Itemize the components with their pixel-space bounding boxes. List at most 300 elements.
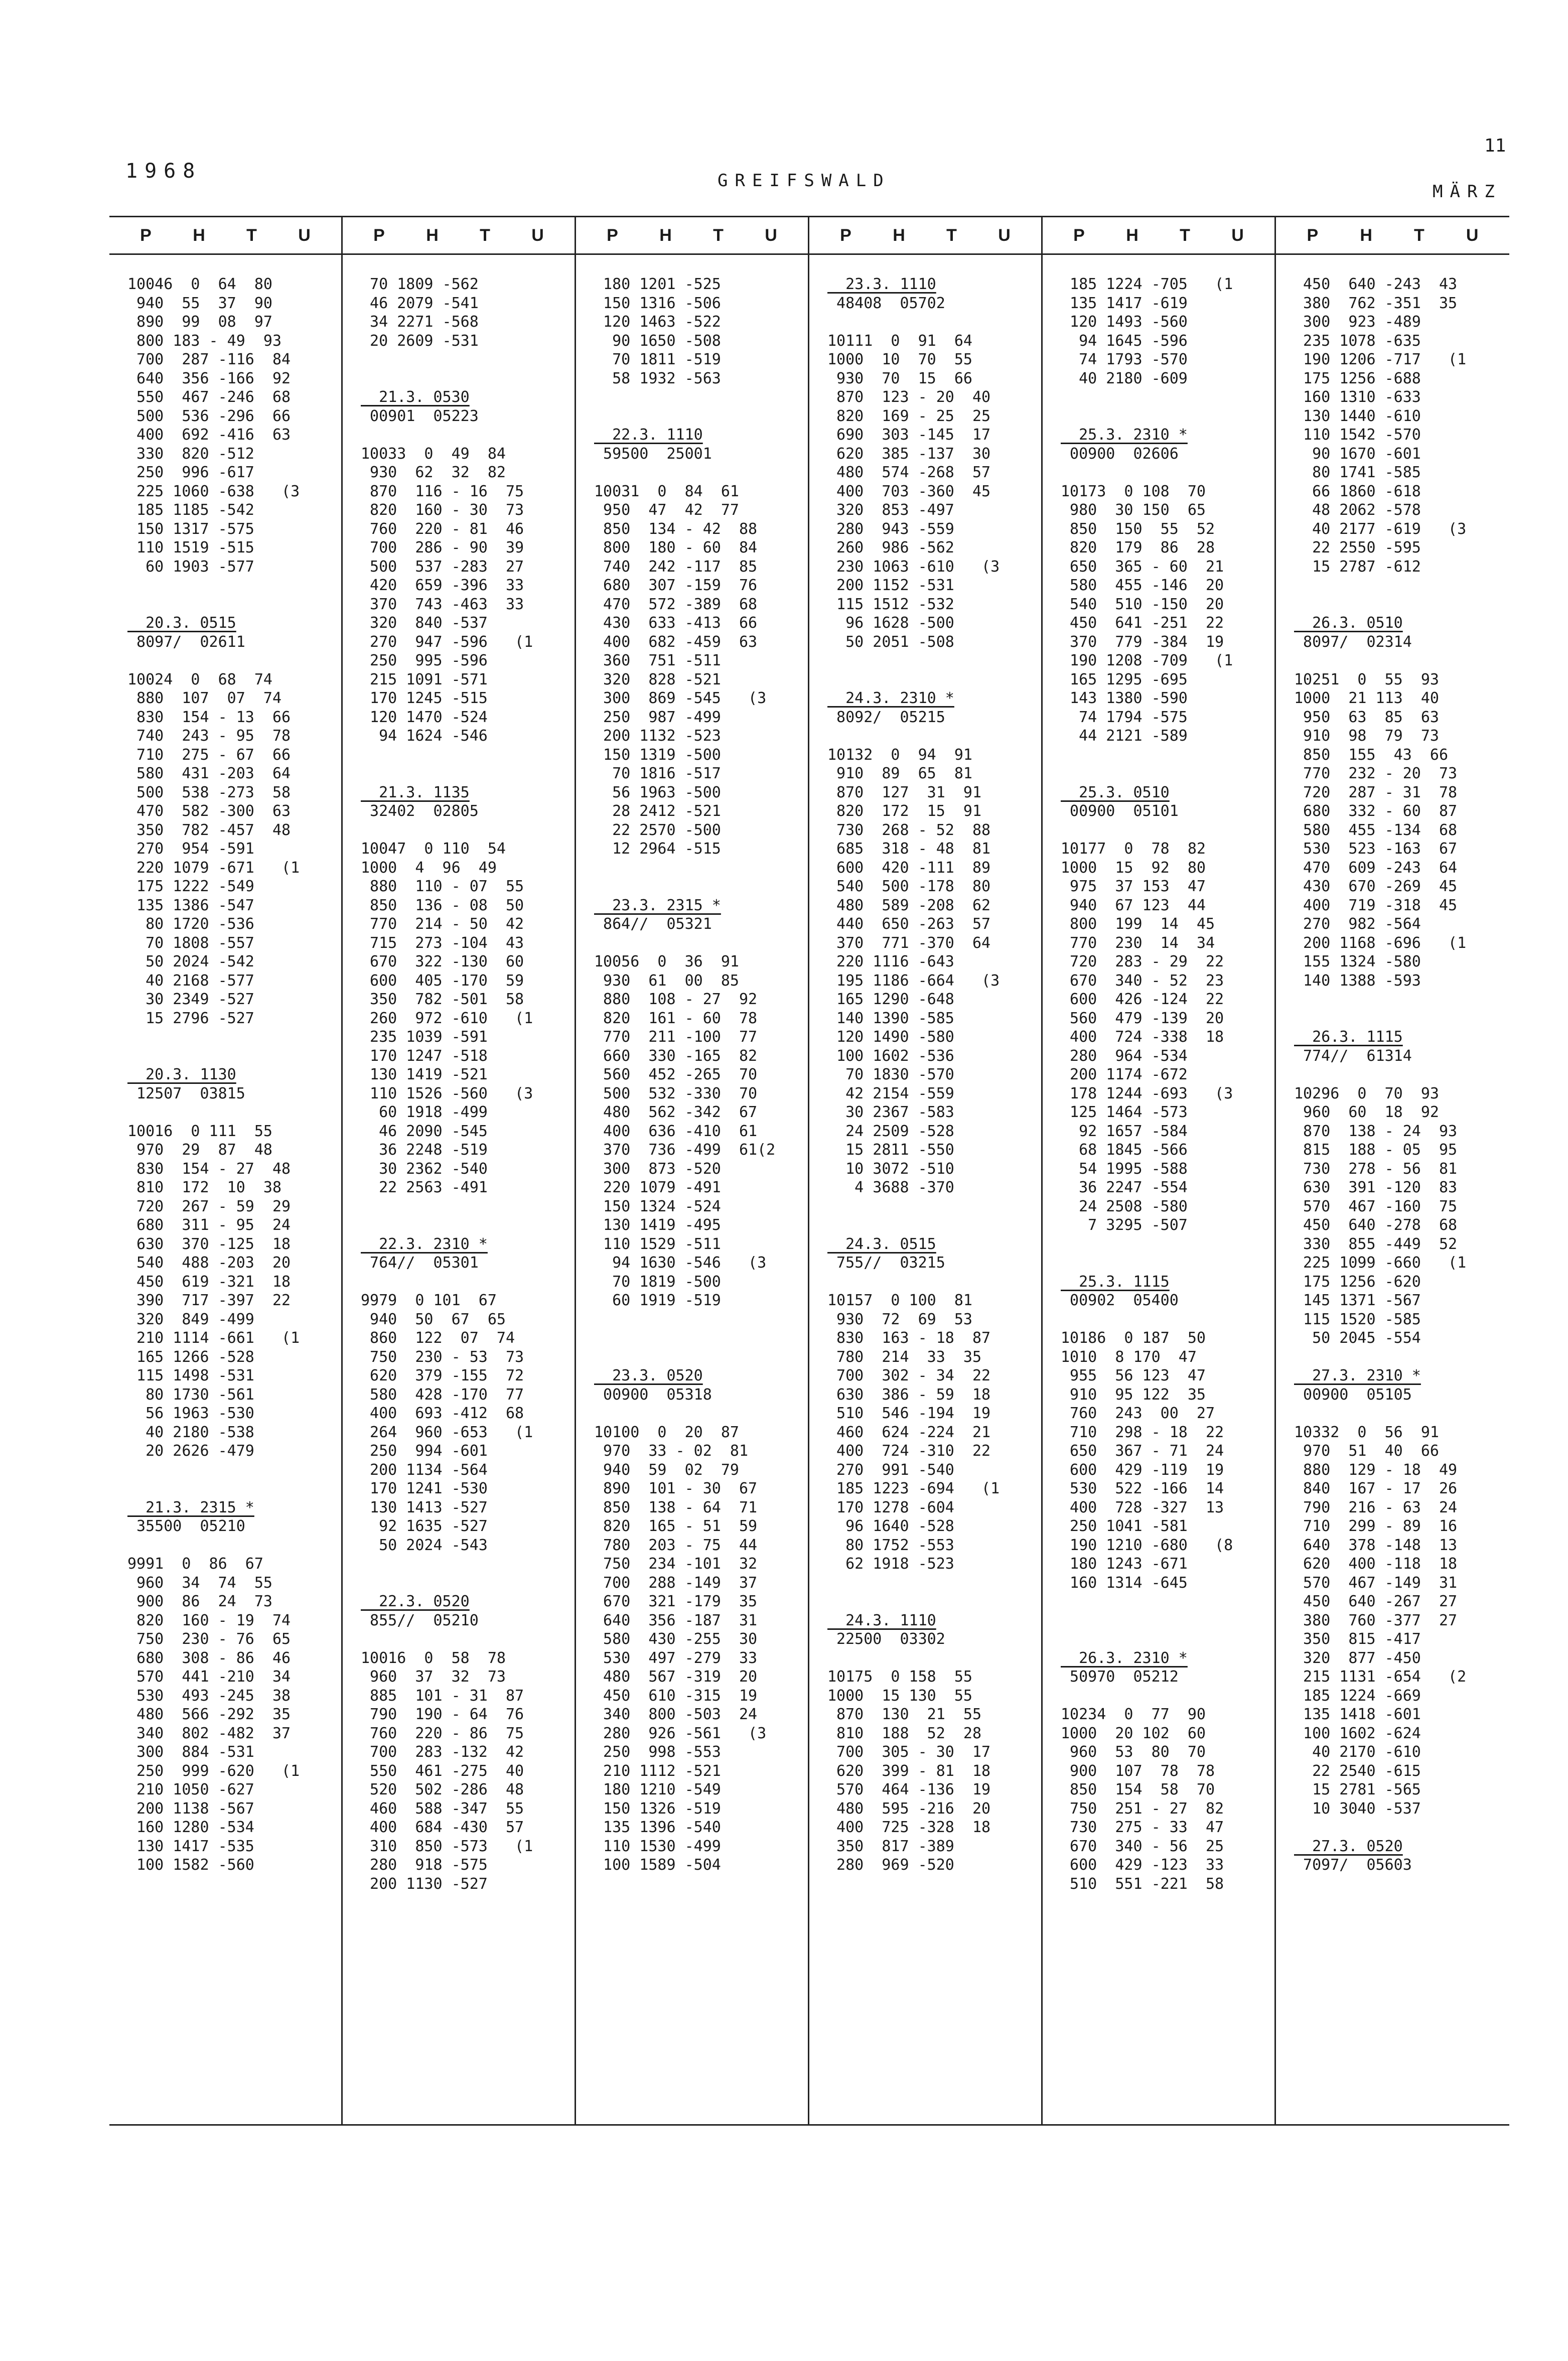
data-line: 235 1078 -635 xyxy=(1294,332,1421,350)
data-line: 480 589 -208 62 xyxy=(827,896,991,914)
data-line: 780 214 33 35 xyxy=(827,1348,982,1366)
data-line: 815 188 - 05 95 xyxy=(1294,1141,1458,1159)
data-line: 400 724 -338 18 xyxy=(1061,1028,1224,1046)
data-line: 820 160 - 19 74 xyxy=(127,1611,291,1629)
data-line: 400 636 -410 61 xyxy=(594,1122,758,1140)
data-line: 755// 03215 xyxy=(827,1254,945,1272)
column-body xyxy=(343,255,575,1893)
data-line: 570 464 -136 19 xyxy=(827,1781,991,1798)
column-header xyxy=(1276,217,1509,255)
data-line: 220 1079 -491 xyxy=(594,1179,721,1196)
data-line: 380 762 -351 35 xyxy=(1294,294,1458,312)
data-line: 143 1380 -590 xyxy=(1061,689,1188,707)
data-line: 22 2570 -500 xyxy=(594,821,721,839)
data-line: 00900 05318 xyxy=(594,1385,712,1404)
data-line: 300 873 -520 xyxy=(594,1160,721,1178)
spacer xyxy=(361,821,571,840)
spacer xyxy=(1294,1348,1505,1367)
data-line: 110 1519 -515 xyxy=(127,539,254,557)
data-line: 280 943 -559 xyxy=(827,520,954,538)
data-line: 600 426 -124 22 xyxy=(1061,991,1224,1008)
data-line: 970 29 87 48 xyxy=(127,1141,272,1159)
spacer xyxy=(827,670,1037,689)
data-line: 480 562 -342 67 xyxy=(594,1103,758,1121)
data-line: 710 298 - 18 22 xyxy=(1061,1423,1224,1441)
data-line: 580 428 -170 77 xyxy=(361,1385,524,1404)
data-line: 150 1324 -524 xyxy=(594,1197,721,1215)
data-line: 580 431 -203 64 xyxy=(127,765,291,782)
page-month: MÄRZ xyxy=(1433,182,1502,202)
data-line: 100 1602 -624 xyxy=(1294,1724,1421,1742)
data-line: 36 2247 -554 xyxy=(1061,1179,1188,1196)
data-line: 820 165 - 51 59 xyxy=(594,1517,758,1535)
spacer xyxy=(1061,1254,1270,1273)
data-line: 320 877 -450 xyxy=(1294,1649,1421,1667)
data-line: 100 1582 -560 xyxy=(127,1856,254,1874)
data-line: 180 1243 -671 xyxy=(1061,1555,1188,1573)
data-line: 780 203 - 75 44 xyxy=(594,1536,758,1554)
spacer xyxy=(1294,1404,1505,1423)
data-line: 870 123 - 20 40 xyxy=(827,388,991,406)
data-line: 44 2121 -589 xyxy=(1061,727,1188,745)
table-column-2 xyxy=(343,217,576,2124)
data-line: 770 214 - 50 42 xyxy=(361,915,524,933)
data-line: 570 467 -160 75 xyxy=(1294,1197,1458,1215)
data-line: 530 523 -163 67 xyxy=(1294,840,1458,858)
data-line: 200 1134 -564 xyxy=(361,1461,488,1479)
data-line: 910 89 65 81 xyxy=(827,765,972,782)
data-line: 710 299 - 89 16 xyxy=(1294,1517,1458,1535)
sounding-header: 24.3. 1110 xyxy=(827,1611,936,1629)
data-line: 170 1241 -530 xyxy=(361,1480,488,1497)
data-line: 820 179 86 28 xyxy=(1061,539,1215,557)
spacer xyxy=(361,1574,571,1593)
header-u: U xyxy=(1231,225,1244,245)
data-line: 960 34 74 55 xyxy=(127,1574,272,1592)
data-line: 24 2508 -580 xyxy=(1061,1197,1188,1215)
data-line: 540 500 -178 80 xyxy=(827,878,991,895)
data-line: 74 1794 -575 xyxy=(1061,708,1188,726)
data-line: 850 138 - 64 71 xyxy=(594,1498,758,1516)
data-line: 00902 05400 xyxy=(1061,1292,1179,1309)
data-line: 250 996 -617 xyxy=(127,464,254,481)
header-h: H xyxy=(426,225,439,245)
data-line: 670 322 -130 60 xyxy=(361,953,524,970)
data-line: 630 391 -120 83 xyxy=(1294,1179,1458,1196)
data-line: 450 641 -251 22 xyxy=(1061,614,1224,632)
data-line: 470 582 -300 63 xyxy=(127,802,291,820)
spacer xyxy=(1294,1065,1505,1084)
data-line: 400 728 -327 13 xyxy=(1061,1498,1224,1516)
data-line: 940 55 37 90 xyxy=(127,294,272,312)
data-line: 46 2079 -541 xyxy=(361,294,479,312)
data-line: 930 72 69 53 xyxy=(827,1310,972,1328)
spacer xyxy=(1294,595,1505,614)
data-line: 870 130 21 55 xyxy=(827,1706,982,1723)
data-line: 115 1520 -585 xyxy=(1294,1310,1421,1328)
data-line: 880 129 - 18 49 xyxy=(1294,1461,1458,1479)
spacer xyxy=(1061,821,1270,840)
data-line: 175 1256 -688 xyxy=(1294,369,1421,387)
spacer xyxy=(361,1630,571,1649)
data-line: 270 991 -540 xyxy=(827,1461,954,1479)
data-line: 320 840 -537 xyxy=(361,614,488,632)
header-h: H xyxy=(659,225,672,245)
data-line: 200 1152 -531 xyxy=(827,577,954,594)
data-line: 660 330 -165 82 xyxy=(594,1047,758,1065)
column-header xyxy=(1043,217,1274,255)
data-line: 10175 0 158 55 xyxy=(827,1668,972,1686)
spacer xyxy=(1061,764,1270,783)
data-line: 970 51 40 66 xyxy=(1294,1442,1439,1460)
data-line: 9979 0 101 67 xyxy=(361,1292,497,1309)
data-line: 764// 05301 xyxy=(361,1254,479,1272)
data-line: 310 850 -573 (1 xyxy=(361,1837,533,1855)
data-line: 680 308 - 86 46 xyxy=(127,1649,291,1667)
data-line: 70 1809 -562 xyxy=(361,275,479,293)
data-line: 1000 15 130 55 xyxy=(827,1687,972,1705)
page-year: 1968 xyxy=(125,160,202,183)
data-line: 40 2170 -610 xyxy=(1294,1743,1421,1761)
data-line: 930 62 32 82 xyxy=(361,464,506,481)
data-line: 56 1963 -500 xyxy=(594,783,721,801)
sounding-header: 26.3. 0510 xyxy=(1294,614,1403,632)
data-line: 185 1224 -705 (1 xyxy=(1061,275,1233,293)
data-line: 250 987 -499 xyxy=(594,708,721,726)
spacer xyxy=(1061,463,1270,482)
data-line: 10016 0 58 78 xyxy=(361,1649,506,1667)
data-line: 170 1247 -518 xyxy=(361,1047,488,1065)
data-line: 80 1720 -536 xyxy=(127,915,254,933)
sounding-header: 20.3. 1130 xyxy=(127,1066,236,1083)
spacer xyxy=(361,746,571,765)
spacer xyxy=(127,1047,337,1066)
data-line: 178 1244 -693 (3 xyxy=(1061,1084,1233,1102)
data-line: 15 2796 -527 xyxy=(127,1009,254,1027)
spacer xyxy=(361,350,571,369)
spacer xyxy=(361,426,571,445)
data-line: 250 998 -553 xyxy=(594,1743,721,1761)
data-line: 970 33 - 02 81 xyxy=(594,1442,749,1460)
data-line: 560 452 -265 70 xyxy=(594,1066,758,1083)
data-line: 60 1903 -577 xyxy=(127,558,254,576)
data-line: 195 1186 -664 (3 xyxy=(827,971,1000,990)
header-p: P xyxy=(1073,225,1085,245)
data-line: 100 1602 -536 xyxy=(827,1047,954,1065)
data-line: 600 420 -111 89 xyxy=(827,859,991,877)
header-p: P xyxy=(140,225,152,245)
data-line: 980 30 150 65 xyxy=(1061,501,1206,519)
data-line: 460 624 -224 21 xyxy=(827,1423,991,1441)
data-line: 96 1628 -500 xyxy=(827,614,954,632)
spacer xyxy=(827,1216,1037,1235)
data-line: 7 3295 -507 xyxy=(1061,1216,1188,1234)
data-line: 370 771 -370 64 xyxy=(827,934,991,952)
sounding-data-table xyxy=(109,216,1509,2126)
data-line: 4 3688 -370 xyxy=(827,1179,954,1196)
data-line: 185 1185 -542 xyxy=(127,501,254,519)
data-line: 250 1041 -581 xyxy=(1061,1517,1188,1535)
spacer xyxy=(1061,1592,1270,1611)
data-line: 250 995 -596 xyxy=(361,652,488,669)
sounding-header: 21.3. 0530 xyxy=(361,388,470,406)
data-line: 500 538 -273 58 xyxy=(127,783,291,801)
data-line: 320 853 -497 xyxy=(827,501,954,519)
data-line: 480 574 -268 57 xyxy=(827,464,991,481)
spacer xyxy=(827,1574,1037,1593)
data-line: 155 1324 -580 xyxy=(1294,953,1421,970)
data-line: 380 760 -377 27 xyxy=(1294,1611,1458,1629)
data-line: 870 138 - 24 93 xyxy=(1294,1122,1458,1140)
table-column-1 xyxy=(109,217,343,2124)
data-line: 130 1440 -610 xyxy=(1294,407,1421,425)
data-line: 50 2024 -543 xyxy=(361,1536,488,1554)
data-line: 460 588 -347 55 xyxy=(361,1799,524,1818)
data-line: 8092/ 05215 xyxy=(827,708,945,726)
data-line: 700 288 -149 37 xyxy=(594,1574,758,1592)
sounding-header: 25.3. 2310 * xyxy=(1061,426,1188,444)
data-line: 70 1819 -500 xyxy=(594,1273,721,1291)
data-line: 10186 0 187 50 xyxy=(1061,1329,1206,1347)
data-line: 790 216 - 63 24 xyxy=(1294,1498,1458,1516)
data-line: 80 1730 -561 xyxy=(127,1385,254,1404)
data-line: 774// 61314 xyxy=(1294,1047,1412,1065)
data-line: 200 1138 -567 xyxy=(127,1799,254,1818)
data-line: 600 405 -170 59 xyxy=(361,971,524,990)
data-line: 400 692 -416 63 xyxy=(127,426,291,444)
data-line: 720 283 - 29 22 xyxy=(1061,953,1224,970)
spacer xyxy=(827,1273,1037,1292)
data-line: 8097/ 02314 xyxy=(1294,633,1412,651)
data-line: 40 2177 -619 (3 xyxy=(1294,520,1467,538)
data-line: 210 1112 -521 xyxy=(594,1762,721,1780)
header-p: P xyxy=(607,225,618,245)
data-line: 260 972 -610 (1 xyxy=(361,1009,533,1027)
data-line: 22500 03302 xyxy=(827,1630,945,1648)
data-line: 120 1463 -522 xyxy=(594,313,721,331)
data-line: 330 855 -449 52 xyxy=(1294,1235,1458,1253)
data-line: 10024 0 68 74 xyxy=(127,670,272,688)
data-line: 10177 0 78 82 xyxy=(1061,840,1206,858)
spacer xyxy=(127,1103,337,1122)
header-u: U xyxy=(1466,225,1479,245)
header-h: H xyxy=(193,225,205,245)
data-line: 270 954 -591 xyxy=(127,840,254,858)
data-line: 830 154 - 27 48 xyxy=(127,1160,291,1178)
data-line: 910 98 79 73 xyxy=(1294,727,1439,745)
data-line: 42 2154 -559 xyxy=(827,1084,954,1102)
data-line: 730 275 - 33 47 xyxy=(1061,1819,1224,1836)
data-line: 200 1132 -523 xyxy=(594,727,721,745)
data-line: 870 116 - 16 75 xyxy=(361,482,524,500)
column-body xyxy=(1276,255,1509,1875)
data-line: 190 1206 -717 (1 xyxy=(1294,351,1467,368)
column-header xyxy=(343,217,575,255)
spacer xyxy=(1294,1818,1505,1837)
column-header xyxy=(576,217,808,255)
table-column-5 xyxy=(1043,217,1276,2124)
data-line: 670 340 - 56 25 xyxy=(1061,1837,1224,1855)
data-line: 135 1386 -547 xyxy=(127,896,254,914)
data-line: 400 703 -360 45 xyxy=(827,482,991,500)
data-line: 10251 0 55 93 xyxy=(1294,670,1439,688)
data-line: 28 2412 -521 xyxy=(594,802,721,820)
data-line: 600 429 -119 19 xyxy=(1061,1461,1224,1479)
data-line: 400 693 -412 68 xyxy=(361,1405,524,1422)
data-line: 280 969 -520 xyxy=(827,1856,954,1874)
data-line: 550 461 -275 40 xyxy=(361,1762,524,1780)
spacer xyxy=(127,576,337,595)
spacer xyxy=(827,651,1037,670)
data-line: 685 318 - 48 81 xyxy=(827,840,991,858)
data-line: 370 736 -499 61(2 xyxy=(594,1141,776,1159)
spacer xyxy=(1294,651,1505,670)
spacer xyxy=(594,388,804,407)
data-line: 900 86 24 73 xyxy=(127,1593,272,1610)
data-line: 8097/ 02611 xyxy=(127,633,245,651)
data-line: 640 378 -148 13 xyxy=(1294,1536,1458,1554)
data-line: 10296 0 70 93 xyxy=(1294,1084,1439,1102)
data-line: 160 1314 -645 xyxy=(1061,1574,1188,1592)
data-line: 70 1830 -570 xyxy=(827,1066,954,1083)
data-line: 110 1530 -499 xyxy=(594,1837,721,1855)
data-line: 430 670 -269 45 xyxy=(1294,878,1458,895)
data-line: 710 275 - 67 66 xyxy=(127,746,291,764)
data-line: 90 1650 -508 xyxy=(594,332,721,350)
data-line: 360 751 -511 xyxy=(594,652,721,669)
sounding-header: 20.3. 0515 xyxy=(127,614,236,632)
spacer xyxy=(361,1216,571,1235)
data-line: 220 1079 -671 (1 xyxy=(127,859,300,877)
data-line: 885 101 - 31 87 xyxy=(361,1687,524,1705)
data-line: 120 1470 -524 xyxy=(361,708,488,726)
data-line: 10056 0 36 91 xyxy=(594,953,739,970)
spacer xyxy=(1294,1009,1505,1028)
data-line: 1000 10 70 55 xyxy=(827,351,972,368)
data-line: 950 63 85 63 xyxy=(1294,708,1439,726)
data-line: 115 1512 -532 xyxy=(827,595,954,613)
data-line: 00900 05101 xyxy=(1061,802,1179,820)
data-line: 40 2180 -538 xyxy=(127,1423,254,1441)
data-line: 50 2051 -508 xyxy=(827,633,954,651)
data-line: 1000 21 113 40 xyxy=(1294,689,1439,707)
data-line: 48408 05702 xyxy=(827,294,945,312)
column-body xyxy=(809,255,1041,1875)
data-line: 10157 0 100 81 xyxy=(827,1292,972,1309)
data-line: 10 3040 -537 xyxy=(1294,1799,1421,1818)
data-line: 350 815 -417 xyxy=(1294,1630,1421,1648)
data-line: 640 356 -166 92 xyxy=(127,369,291,387)
data-line: 730 278 - 56 81 xyxy=(1294,1160,1458,1178)
data-line: 200 1168 -696 (1 xyxy=(1294,934,1467,952)
header-u: U xyxy=(531,225,544,245)
data-line: 50 2045 -554 xyxy=(1294,1329,1421,1347)
data-line: 510 546 -194 19 xyxy=(827,1405,991,1422)
data-line: 1000 20 102 60 xyxy=(1061,1724,1206,1742)
data-line: 580 455 -134 68 xyxy=(1294,821,1458,839)
data-line: 260 986 -562 xyxy=(827,539,954,557)
data-line: 810 188 52 28 xyxy=(827,1724,982,1742)
column-body xyxy=(576,255,808,1875)
data-line: 210 1050 -627 xyxy=(127,1781,254,1798)
data-line: 955 56 123 47 xyxy=(1061,1367,1206,1384)
data-line: 820 169 - 25 25 xyxy=(827,407,991,425)
data-line: 330 820 -512 xyxy=(127,445,254,463)
data-line: 10100 0 20 87 xyxy=(594,1423,739,1441)
data-line: 440 650 -263 57 xyxy=(827,915,991,933)
data-line: 10132 0 94 91 xyxy=(827,746,972,764)
data-line: 1000 4 96 49 xyxy=(361,859,497,877)
data-line: 30 2362 -540 xyxy=(361,1160,488,1178)
data-line: 470 609 -243 64 xyxy=(1294,859,1458,877)
data-line: 225 1099 -660 (1 xyxy=(1294,1254,1467,1272)
data-line: 40 2168 -577 xyxy=(127,971,254,990)
data-line: 820 172 15 91 xyxy=(827,802,982,820)
header-t: T xyxy=(480,225,490,245)
data-line: 160 1310 -633 xyxy=(1294,388,1421,406)
data-line: 40 2180 -609 xyxy=(1061,369,1188,387)
data-line: 15 2811 -550 xyxy=(827,1141,954,1159)
data-line: 450 619 -321 18 xyxy=(127,1273,291,1291)
data-line: 22 2540 -615 xyxy=(1294,1762,1421,1780)
data-line: 15 2787 -612 xyxy=(1294,558,1421,576)
spacer xyxy=(1061,1310,1270,1329)
spacer xyxy=(127,595,337,614)
data-line: 00900 05105 xyxy=(1294,1385,1412,1404)
data-line: 570 467 -149 31 xyxy=(1294,1574,1458,1592)
data-line: 500 537 -283 27 xyxy=(361,558,524,576)
data-line: 350 782 -501 58 xyxy=(361,991,524,1008)
spacer xyxy=(594,407,804,426)
data-line: 850 150 55 52 xyxy=(1061,520,1215,538)
data-line: 960 53 80 70 xyxy=(1061,1743,1206,1761)
table-column-3 xyxy=(576,217,809,2124)
sounding-header: 22.3. 2310 * xyxy=(361,1235,488,1253)
data-line: 740 243 - 95 78 xyxy=(127,727,291,745)
data-line: 280 964 -534 xyxy=(1061,1047,1188,1065)
data-line: 800 180 - 60 84 xyxy=(594,539,758,557)
table-column-4 xyxy=(809,217,1043,2124)
data-line: 70 1808 -557 xyxy=(127,934,254,952)
data-line: 270 982 -564 xyxy=(1294,915,1421,933)
data-line: 760 243 00 27 xyxy=(1061,1405,1215,1422)
sounding-header: 26.3. 2310 * xyxy=(1061,1649,1188,1667)
data-line: 12507 03815 xyxy=(127,1084,245,1102)
data-line: 135 1418 -601 xyxy=(1294,1706,1421,1723)
data-line: 530 497 -279 33 xyxy=(594,1649,758,1667)
spacer xyxy=(127,1461,337,1480)
spacer xyxy=(1061,407,1270,426)
sounding-header: 21.3. 2315 * xyxy=(127,1498,254,1516)
data-line: 500 532 -330 70 xyxy=(594,1084,758,1102)
data-line: 480 595 -216 20 xyxy=(827,1799,991,1818)
spacer xyxy=(361,764,571,783)
sounding-header: 22.3. 0520 xyxy=(361,1593,470,1610)
data-line: 450 610 -315 19 xyxy=(594,1687,758,1705)
data-line: 930 61 00 85 xyxy=(594,971,739,990)
data-line: 58 1932 -563 xyxy=(594,369,721,387)
data-line: 420 659 -396 33 xyxy=(361,577,524,594)
spacer xyxy=(361,1197,571,1216)
data-line: 530 493 -245 38 xyxy=(127,1687,291,1705)
spacer xyxy=(361,1555,571,1574)
data-line: 60 1918 -499 xyxy=(361,1103,488,1121)
data-line: 720 267 - 59 29 xyxy=(127,1197,291,1215)
data-line: 640 356 -187 31 xyxy=(594,1611,758,1629)
data-line: 860 122 07 74 xyxy=(361,1329,515,1347)
page-number: 11 xyxy=(1484,135,1506,156)
data-line: 855// 05210 xyxy=(361,1611,479,1629)
